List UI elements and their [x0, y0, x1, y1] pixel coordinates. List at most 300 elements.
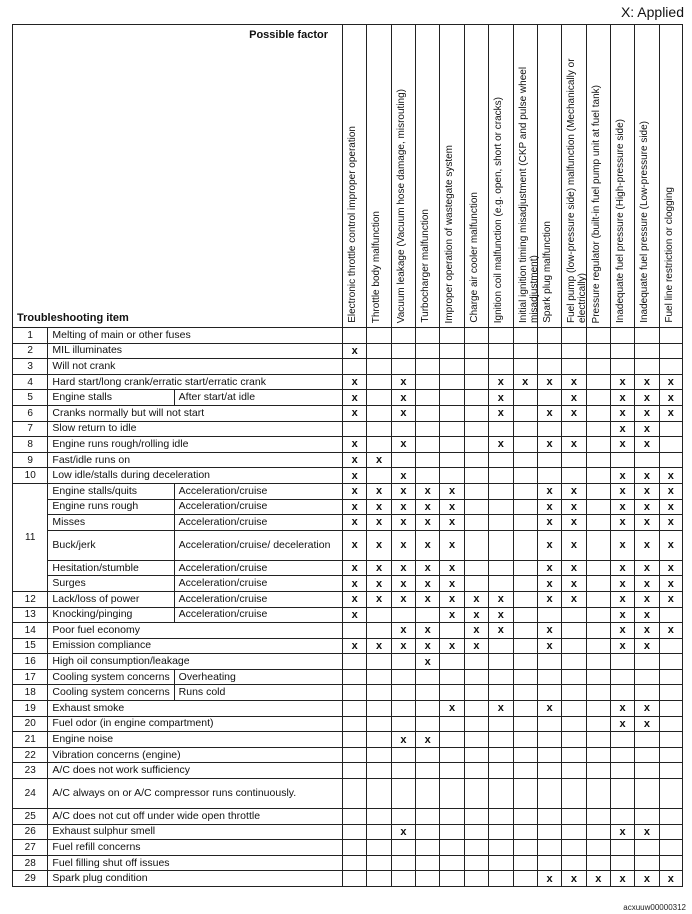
row-number: 27 [13, 840, 48, 856]
factor-cell [464, 437, 488, 453]
factor-header-5 [440, 25, 464, 328]
factor-cell [562, 763, 586, 779]
factor-cell [489, 779, 513, 809]
factor-cell [464, 359, 488, 375]
row-number: 19 [13, 701, 48, 717]
factor-cell [440, 623, 464, 639]
factor-cell [489, 840, 513, 856]
troubleshooting-item: Engine stalls/quits [48, 483, 174, 499]
factor-cell [562, 607, 586, 623]
factor-cell [464, 405, 488, 421]
applied-mark: x [659, 405, 682, 421]
factor-cell [416, 343, 440, 359]
factor-cell [537, 824, 561, 840]
factor-cell [586, 437, 610, 453]
factor-cell [367, 871, 391, 887]
applied-mark: x [562, 483, 586, 499]
factor-cell [367, 328, 391, 344]
factor-cell [440, 654, 464, 670]
factor-label: Pressure regulator (built-in fuel pump unit at fuel tank) [590, 84, 602, 323]
table-row [13, 483, 683, 499]
factor-cell [586, 809, 610, 825]
row-number: 24 [13, 779, 48, 809]
troubleshooting-item: Emission compliance [48, 638, 343, 654]
applied-mark: x [440, 638, 464, 654]
applied-mark: x [440, 576, 464, 592]
applied-mark: x [537, 374, 561, 390]
factor-cell [367, 732, 391, 748]
factor-cell [342, 779, 366, 809]
applied-mark: x [342, 576, 366, 592]
factor-cell [659, 638, 682, 654]
applied-mark: x [537, 437, 561, 453]
applied-mark: x [391, 530, 415, 560]
factor-cell [537, 840, 561, 856]
factor-cell [391, 716, 415, 732]
row-number: 28 [13, 855, 48, 871]
factor-cell [586, 669, 610, 685]
applied-mark: x [342, 530, 366, 560]
applied-mark: x [342, 607, 366, 623]
factor-cell [464, 374, 488, 390]
factor-cell [610, 685, 634, 701]
factor-cell [586, 623, 610, 639]
applied-mark: x [610, 871, 634, 887]
condition: Acceleration/cruise [174, 591, 342, 607]
factor-cell [391, 747, 415, 763]
factor-cell [610, 654, 634, 670]
factor-cell [635, 359, 659, 375]
applied-mark: x [537, 515, 561, 531]
factor-cell [610, 732, 634, 748]
factor-cell [586, 560, 610, 576]
factor-cell [659, 343, 682, 359]
factor-cell [586, 591, 610, 607]
factor-cell [513, 638, 537, 654]
troubleshooting-item: Engine noise [48, 732, 343, 748]
applied-mark: x [537, 871, 561, 887]
factor-cell [610, 343, 634, 359]
applied-mark: x [537, 483, 561, 499]
factor-cell [610, 840, 634, 856]
factor-cell [513, 405, 537, 421]
applied-mark: x [416, 483, 440, 499]
troubleshooting-item: Surges [48, 576, 174, 592]
factor-cell [586, 374, 610, 390]
factor-cell [489, 468, 513, 484]
factor-cell [367, 824, 391, 840]
applied-mark: x [610, 515, 634, 531]
factor-cell [513, 343, 537, 359]
applied-mark: x [610, 591, 634, 607]
applied-mark: x [391, 374, 415, 390]
factor-cell [342, 763, 366, 779]
factor-cell [391, 669, 415, 685]
legend-applied: X: Applied [620, 4, 684, 20]
applied-mark: x [635, 701, 659, 717]
factor-cell [562, 669, 586, 685]
applied-mark: x [659, 374, 682, 390]
factor-cell [440, 871, 464, 887]
applied-mark: x [537, 623, 561, 639]
factor-cell [342, 732, 366, 748]
troubleshooting-item: A/C does not cut off under wide open throttle [48, 809, 343, 825]
condition: After start/at idle [174, 390, 342, 406]
applied-mark: x [659, 468, 682, 484]
factor-cell [416, 390, 440, 406]
factor-cell [659, 359, 682, 375]
factor-cell [489, 763, 513, 779]
factor-cell [659, 855, 682, 871]
factor-cell [635, 328, 659, 344]
factor-label: Improper operation of wastegate system [444, 144, 456, 323]
factor-cell [562, 359, 586, 375]
factor-cell [537, 390, 561, 406]
applied-mark: x [367, 530, 391, 560]
applied-mark: x [659, 560, 682, 576]
factor-header-2 [367, 25, 391, 328]
applied-mark: x [416, 515, 440, 531]
applied-mark: x [342, 405, 366, 421]
factor-cell [537, 747, 561, 763]
factor-cell [464, 468, 488, 484]
factor-cell [562, 701, 586, 717]
factor-cell [416, 779, 440, 809]
applied-mark: x [610, 701, 634, 717]
applied-mark: x [342, 452, 366, 468]
factor-cell [537, 421, 561, 437]
factor-cell [659, 437, 682, 453]
applied-mark: x [416, 560, 440, 576]
factor-cell [391, 452, 415, 468]
header-corner-cell [13, 25, 343, 328]
troubleshooting-item: Exhaust smoke [48, 701, 343, 717]
factor-cell [416, 824, 440, 840]
factor-cell [464, 421, 488, 437]
factor-cell [537, 359, 561, 375]
factor-cell [342, 623, 366, 639]
applied-mark: x [635, 421, 659, 437]
table-row [13, 421, 683, 437]
factor-cell [586, 716, 610, 732]
factor-cell [586, 328, 610, 344]
factor-cell [586, 855, 610, 871]
table-row [13, 591, 683, 607]
table-row [13, 840, 683, 856]
factor-cell [562, 747, 586, 763]
factor-cell [464, 343, 488, 359]
factor-cell [489, 638, 513, 654]
factor-cell [416, 374, 440, 390]
applied-mark: x [562, 405, 586, 421]
factor-cell [513, 716, 537, 732]
factor-cell [489, 855, 513, 871]
factor-cell [416, 855, 440, 871]
factor-cell [464, 779, 488, 809]
factor-cell [416, 840, 440, 856]
factor-cell [537, 343, 561, 359]
table-row [13, 576, 683, 592]
factor-cell [586, 421, 610, 437]
factor-cell [416, 716, 440, 732]
applied-mark: x [367, 452, 391, 468]
factor-cell [562, 421, 586, 437]
factor-label: Charge air cooler malfunction [468, 192, 480, 323]
factor-cell [562, 638, 586, 654]
applied-mark: x [610, 560, 634, 576]
troubleshooting-item: Misses [48, 515, 174, 531]
row-number: 6 [13, 405, 48, 421]
applied-mark: x [342, 638, 366, 654]
applied-mark: x [610, 716, 634, 732]
troubleshooting-item: Hesitation/stumble [48, 560, 174, 576]
applied-mark: x [342, 437, 366, 453]
factor-cell [391, 685, 415, 701]
factor-cell [416, 871, 440, 887]
troubleshooting-item-label: Troubleshooting item [17, 312, 129, 324]
factor-cell [367, 343, 391, 359]
applied-mark: x [342, 483, 366, 499]
factor-cell [586, 840, 610, 856]
factor-cell [513, 607, 537, 623]
applied-mark: x [562, 437, 586, 453]
row-number: 12 [13, 591, 48, 607]
factor-cell [562, 623, 586, 639]
applied-mark: x [562, 591, 586, 607]
factor-cell [659, 747, 682, 763]
applied-mark: x [342, 468, 366, 484]
factor-cell [586, 483, 610, 499]
factor-cell [464, 685, 488, 701]
factor-cell [489, 732, 513, 748]
applied-mark: x [537, 499, 561, 515]
factor-cell [464, 483, 488, 499]
applied-mark: x [659, 483, 682, 499]
factor-cell [489, 499, 513, 515]
row-number: 5 [13, 390, 48, 406]
factor-cell [586, 468, 610, 484]
factor-cell [342, 747, 366, 763]
factor-cell [513, 701, 537, 717]
factor-cell [464, 576, 488, 592]
factor-label: Fuel line restriction or clogging [663, 187, 675, 323]
factor-cell [537, 732, 561, 748]
applied-mark: x [635, 824, 659, 840]
factor-cell [489, 359, 513, 375]
factor-cell [610, 359, 634, 375]
factor-cell [440, 390, 464, 406]
troubleshooting-item: Fuel filling shut off issues [48, 855, 343, 871]
table-row [13, 855, 683, 871]
row-number: 13 [13, 607, 48, 623]
applied-mark: x [489, 374, 513, 390]
factor-header-8 [513, 25, 540, 328]
factor-cell [464, 855, 488, 871]
row-number: 14 [13, 623, 48, 639]
factor-cell [489, 483, 513, 499]
applied-mark: x [464, 638, 488, 654]
table-row [13, 468, 683, 484]
applied-mark: x [342, 499, 366, 515]
factor-cell [464, 560, 488, 576]
factor-cell [513, 359, 537, 375]
applied-mark: x [416, 638, 440, 654]
troubleshooting-item: Fast/idle runs on [48, 452, 343, 468]
factor-cell [342, 359, 366, 375]
applied-mark: x [391, 390, 415, 406]
factor-cell [416, 421, 440, 437]
applied-mark: x [562, 390, 586, 406]
possible-factor-label: Possible factor [249, 29, 328, 41]
applied-mark: x [464, 591, 488, 607]
factor-cell [635, 732, 659, 748]
factor-cell [562, 343, 586, 359]
factor-label: Fuel pump (low-pressure side) malfunction (Mechanically or electrically) [566, 58, 589, 323]
factor-cell [464, 499, 488, 515]
condition: Acceleration/cruise [174, 560, 342, 576]
applied-mark: x [342, 374, 366, 390]
factor-cell [610, 669, 634, 685]
factor-cell [513, 515, 537, 531]
applied-mark: x [635, 623, 659, 639]
factor-cell [513, 452, 537, 468]
troubleshooting-table [12, 24, 683, 887]
factor-cell [342, 809, 366, 825]
factor-cell [537, 654, 561, 670]
applied-mark: x [391, 591, 415, 607]
factor-cell [513, 483, 537, 499]
factor-cell [562, 468, 586, 484]
applied-mark: x [391, 560, 415, 576]
factor-cell [586, 607, 610, 623]
factor-cell [610, 747, 634, 763]
applied-mark: x [464, 623, 488, 639]
factor-cell [464, 809, 488, 825]
factor-cell [489, 421, 513, 437]
factor-cell [659, 685, 682, 701]
applied-mark: x [610, 824, 634, 840]
factor-header-10 [562, 25, 589, 328]
factor-cell [367, 374, 391, 390]
factor-cell [367, 685, 391, 701]
factor-cell [440, 468, 464, 484]
applied-mark: x [391, 437, 415, 453]
factor-cell [513, 871, 537, 887]
applied-mark: x [659, 623, 682, 639]
row-number: 16 [13, 654, 48, 670]
factor-cell [367, 405, 391, 421]
factor-cell [440, 716, 464, 732]
factor-cell [391, 328, 415, 344]
troubleshooting-item: Poor fuel economy [48, 623, 343, 639]
applied-mark: x [416, 591, 440, 607]
factor-cell [342, 421, 366, 437]
factor-cell [513, 824, 537, 840]
applied-mark: x [489, 607, 513, 623]
factor-cell [367, 747, 391, 763]
factor-cell [513, 421, 537, 437]
applied-mark: x [610, 530, 634, 560]
troubleshooting-item: Low idle/stalls during deceleration [48, 468, 343, 484]
factor-cell [659, 654, 682, 670]
factor-cell [391, 779, 415, 809]
row-number: 23 [13, 763, 48, 779]
factor-cell [416, 468, 440, 484]
applied-mark: x [562, 374, 586, 390]
applied-mark: x [367, 638, 391, 654]
factor-label: Throttle body malfunction [371, 210, 383, 323]
table-row [13, 747, 683, 763]
factor-cell [391, 763, 415, 779]
applied-mark: x [440, 607, 464, 623]
table-row [13, 405, 683, 421]
factor-cell [513, 669, 537, 685]
applied-mark: x [562, 560, 586, 576]
factor-cell [391, 654, 415, 670]
applied-mark: x [440, 530, 464, 560]
factor-cell [562, 855, 586, 871]
condition: Acceleration/cruise [174, 607, 342, 623]
factor-cell [489, 452, 513, 468]
row-number: 21 [13, 732, 48, 748]
troubleshooting-item: Cranks normally but will not start [48, 405, 343, 421]
factor-cell [440, 437, 464, 453]
factor-cell [391, 343, 415, 359]
applied-mark: x [489, 405, 513, 421]
factor-cell [367, 716, 391, 732]
factor-cell [586, 638, 610, 654]
factor-cell [489, 747, 513, 763]
applied-mark: x [367, 576, 391, 592]
factor-cell [416, 452, 440, 468]
applied-mark: x [635, 871, 659, 887]
factor-cell [513, 328, 537, 344]
factor-cell [391, 607, 415, 623]
factor-cell [513, 809, 537, 825]
factor-cell [537, 468, 561, 484]
table-row [13, 638, 683, 654]
factor-cell [513, 390, 537, 406]
row-number: 11 [13, 483, 48, 591]
factor-cell [464, 747, 488, 763]
factor-cell [342, 654, 366, 670]
applied-mark: x [610, 421, 634, 437]
factor-cell [562, 685, 586, 701]
factor-cell [367, 809, 391, 825]
factor-cell [416, 809, 440, 825]
factor-label: Electronic throttle control improper operation [346, 126, 358, 323]
factor-cell [464, 716, 488, 732]
applied-mark: x [537, 560, 561, 576]
factor-cell [537, 669, 561, 685]
applied-mark: x [659, 530, 682, 560]
applied-mark: x [610, 607, 634, 623]
applied-mark: x [489, 623, 513, 639]
factor-cell [537, 328, 561, 344]
factor-cell [562, 452, 586, 468]
factor-cell [659, 824, 682, 840]
factor-cell [659, 840, 682, 856]
factor-cell [440, 763, 464, 779]
factor-header-13 [635, 25, 659, 328]
applied-mark: x [367, 560, 391, 576]
factor-cell [586, 763, 610, 779]
table-row [13, 623, 683, 639]
troubleshooting-item: Lack/loss of power [48, 591, 174, 607]
factor-cell [659, 701, 682, 717]
applied-mark: x [391, 623, 415, 639]
factor-cell [464, 701, 488, 717]
